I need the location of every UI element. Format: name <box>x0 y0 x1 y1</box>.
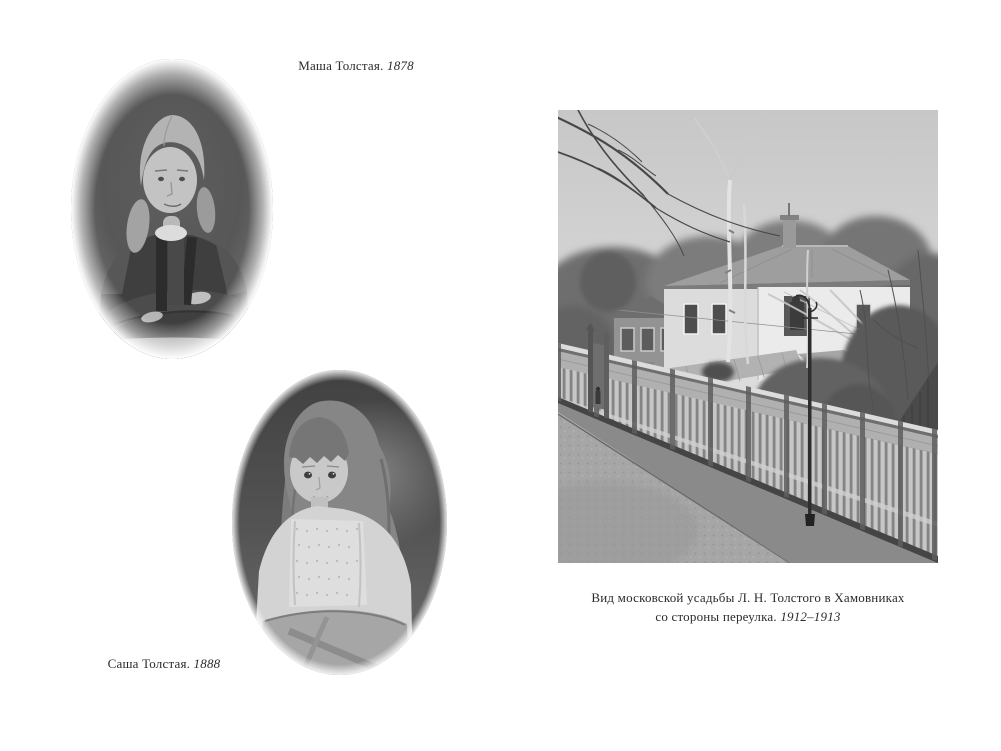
caption-sasha-name: Саша Толстая. <box>107 656 191 671</box>
sasha-photo-edge <box>232 370 447 675</box>
caption-masha-name: Маша Толстая. <box>298 58 384 73</box>
sasha-photo-image <box>231 369 448 676</box>
caption-estate-year: 1912–1913 <box>780 609 841 624</box>
estate-photo <box>558 110 938 563</box>
caption-masha-year: 1878 <box>387 58 414 73</box>
caption-masha <box>256 56 456 75</box>
masha-photo-image <box>70 58 274 360</box>
masha-photo-vignette <box>71 59 273 359</box>
caption-estate <box>548 588 948 626</box>
caption-sasha-year: 1888 <box>193 656 221 671</box>
masha-photo <box>70 58 274 360</box>
estate-photo-image <box>558 110 938 563</box>
sasha-photo <box>231 369 448 676</box>
caption-estate-line1: Вид московской усадьбы Л. Н. Толстого в Хамовниках <box>591 590 905 605</box>
caption-estate-line2: со стороны переулка. <box>655 609 777 624</box>
caption-sasha <box>64 654 264 673</box>
estate-photo-content <box>558 110 938 563</box>
